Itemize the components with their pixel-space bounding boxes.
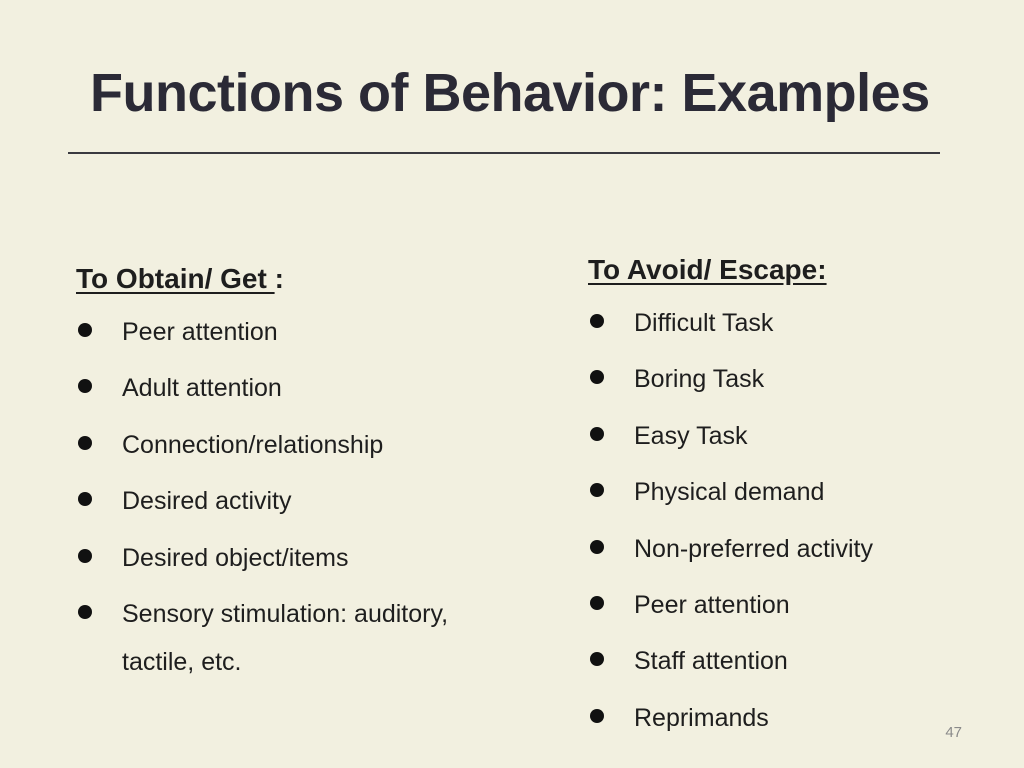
list-item <box>588 694 988 750</box>
list-item <box>76 364 516 420</box>
bullet-icon <box>78 605 92 619</box>
bullet-icon <box>590 483 604 497</box>
bullet-icon <box>590 427 604 441</box>
bullet-icon <box>590 540 604 554</box>
obtain-column <box>76 262 516 686</box>
list-item-text: Connection/relationship <box>122 430 384 459</box>
list-item-text: Physical demand <box>634 478 825 507</box>
bullet-icon <box>78 323 92 337</box>
list-item <box>76 477 516 533</box>
obtain-heading-text: To Obtain/ Get <box>76 263 275 294</box>
list-item <box>76 590 502 686</box>
slide-title: Functions of Behavior: Examples <box>90 63 930 123</box>
list-item <box>588 355 988 411</box>
list-item-text: Desired activity <box>122 487 292 516</box>
list-item <box>76 308 516 364</box>
avoid-list <box>588 299 988 750</box>
bullet-icon <box>590 314 604 328</box>
bullet-icon <box>78 549 92 563</box>
obtain-heading-colon: : <box>274 263 284 294</box>
bullet-icon <box>590 652 604 666</box>
list-item <box>588 412 988 468</box>
list-item <box>588 637 988 693</box>
list-item-text: Peer attention <box>122 318 278 346</box>
bullet-icon <box>78 436 92 450</box>
list-item <box>588 581 988 637</box>
avoid-heading-text: To Avoid/ Escape: <box>588 254 827 285</box>
list-item-text: Reprimands <box>634 703 769 732</box>
obtain-heading <box>76 262 516 296</box>
list-item-text: Sensory stimulation: auditory, tactile, etc. <box>122 599 449 676</box>
list-item-text: Staff attention <box>634 647 788 676</box>
list-item-text: Boring Task <box>634 365 765 394</box>
list-item-text: Easy Task <box>634 421 748 450</box>
avoid-heading <box>588 253 988 287</box>
bullet-icon <box>590 596 604 610</box>
list-item <box>76 421 516 477</box>
list-item <box>588 299 988 355</box>
list-item-text: Non-preferred activity <box>634 534 873 563</box>
list-item-text: Peer attention <box>634 590 790 619</box>
list-item-text: Difficult Task <box>634 309 774 337</box>
bullet-icon <box>78 492 92 506</box>
list-item <box>76 534 516 590</box>
obtain-list <box>76 308 516 686</box>
list-item-text: Adult attention <box>122 374 282 403</box>
bullet-icon <box>590 370 604 384</box>
list-item-text: Desired object/items <box>122 543 349 572</box>
page-number: 47 <box>945 724 962 741</box>
bullet-icon <box>78 379 92 393</box>
list-item <box>588 468 988 524</box>
title-divider <box>68 152 940 154</box>
bullet-icon <box>590 709 604 723</box>
list-item <box>588 525 988 581</box>
avoid-column <box>588 253 988 750</box>
